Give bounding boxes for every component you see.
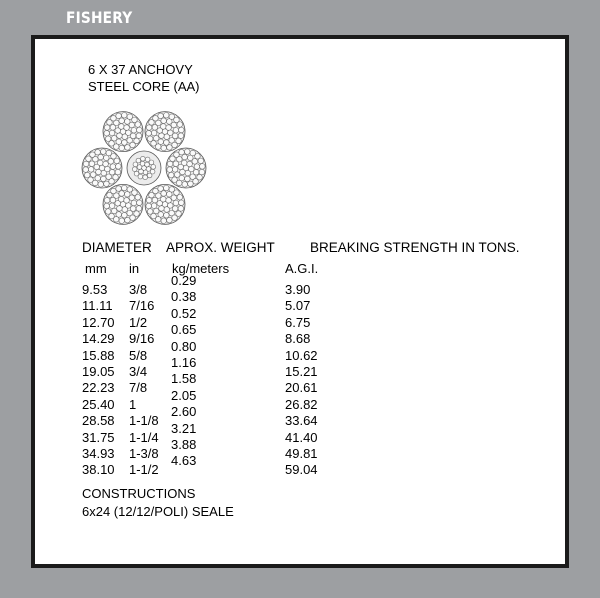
subheader-in: in: [129, 261, 140, 276]
cell-weight: 2.60: [171, 404, 197, 420]
cell-weight: 0.29: [171, 273, 197, 288]
cell-mm: 12.70: [82, 314, 115, 330]
cell-in: 1-1/4: [129, 429, 159, 445]
rope-strand: [103, 184, 143, 224]
cell-weight: 0.80: [171, 338, 197, 354]
cell-strength: 33.64: [285, 413, 318, 429]
cell-weight: 2.05: [171, 387, 197, 403]
constructions-label: CONSTRUCTIONS: [82, 486, 196, 501]
column-weight: [171, 273, 196, 470]
cell-mm: 15.88: [82, 347, 115, 363]
cell-strength: 41.40: [285, 429, 318, 445]
cell-strength: 20.61: [285, 380, 318, 396]
cell-in: 7/16: [129, 298, 155, 314]
cell-in: 1/2: [129, 314, 148, 330]
cell-mm: 14.29: [82, 331, 115, 347]
cell-in: 1-1/2: [129, 462, 159, 478]
cell-strength: 59.04: [285, 462, 318, 478]
header-diameter: DIAMETER: [82, 240, 152, 255]
cell-strength: 10.62: [285, 347, 318, 363]
cell-strength: 26.82: [285, 396, 318, 412]
cell-strength: 8.68: [285, 331, 311, 347]
cell-weight: 1.58: [171, 371, 197, 387]
cell-in: 9/16: [129, 331, 155, 347]
cell-in: 1-1/8: [129, 413, 159, 429]
subheader-mm: mm: [85, 261, 107, 276]
cell-mm: 34.93: [82, 445, 115, 461]
rope-strand: [166, 148, 206, 188]
spec-card: [31, 35, 569, 568]
cell-in: 1: [129, 396, 137, 412]
column-in: [129, 282, 159, 479]
cell-strength: 49.81: [285, 445, 318, 461]
cell-strength: 5.07: [285, 298, 311, 314]
column-mm: [82, 282, 115, 479]
rope-strand: [145, 184, 185, 224]
brand-title: FISHERY: [66, 8, 133, 27]
cell-weight: 0.38: [171, 289, 197, 305]
cell-strength: 6.75: [285, 314, 311, 330]
subheader-kgm: kg/meters: [172, 261, 230, 276]
cell-mm: 22.23: [82, 380, 115, 396]
rope-strand: [103, 112, 143, 152]
cell-mm: 28.58: [82, 413, 115, 429]
cell-mm: 25.40: [82, 396, 115, 412]
cell-mm: 31.75: [82, 429, 115, 445]
product-subtitle: STEEL CORE (AA): [88, 79, 200, 94]
rope-strand: [127, 151, 161, 185]
cell-weight: 4.63: [171, 453, 197, 469]
cell-weight: 3.88: [171, 436, 197, 452]
header-weight: APROX. WEIGHT: [166, 240, 275, 255]
cell-weight: 3.21: [171, 420, 197, 436]
cell-weight: 0.65: [171, 322, 197, 338]
cell-in: 7/8: [129, 380, 148, 396]
product-title: 6 X 37 ANCHOVY: [88, 62, 193, 77]
subheader-agi: A.G.I.: [285, 261, 319, 276]
cell-mm: 9.53: [82, 282, 108, 297]
cell-in: 3/8: [129, 282, 148, 297]
cell-mm: 11.11: [82, 298, 113, 314]
rope-strand: [145, 112, 185, 152]
cell-in: 1-3/8: [129, 445, 159, 461]
header-strength: BREAKING STRENGTH IN TONS.: [310, 240, 520, 255]
constructions-value: 6x24 (12/12/POLI) SEALE: [82, 504, 234, 519]
rope-strand: [82, 148, 122, 188]
cell-mm: 19.05: [82, 363, 115, 379]
cell-in: 3/4: [129, 363, 148, 379]
wire-rope-cross-section-icon: [79, 105, 209, 231]
cell-mm: 38.10: [82, 462, 115, 478]
cell-strength: 15.21: [285, 363, 318, 379]
cell-in: 5/8: [129, 347, 148, 363]
cell-weight: 1.16: [171, 354, 197, 370]
cell-weight: 0.52: [171, 305, 197, 321]
cell-strength: 3.90: [285, 282, 311, 297]
column-strength: [285, 282, 318, 479]
